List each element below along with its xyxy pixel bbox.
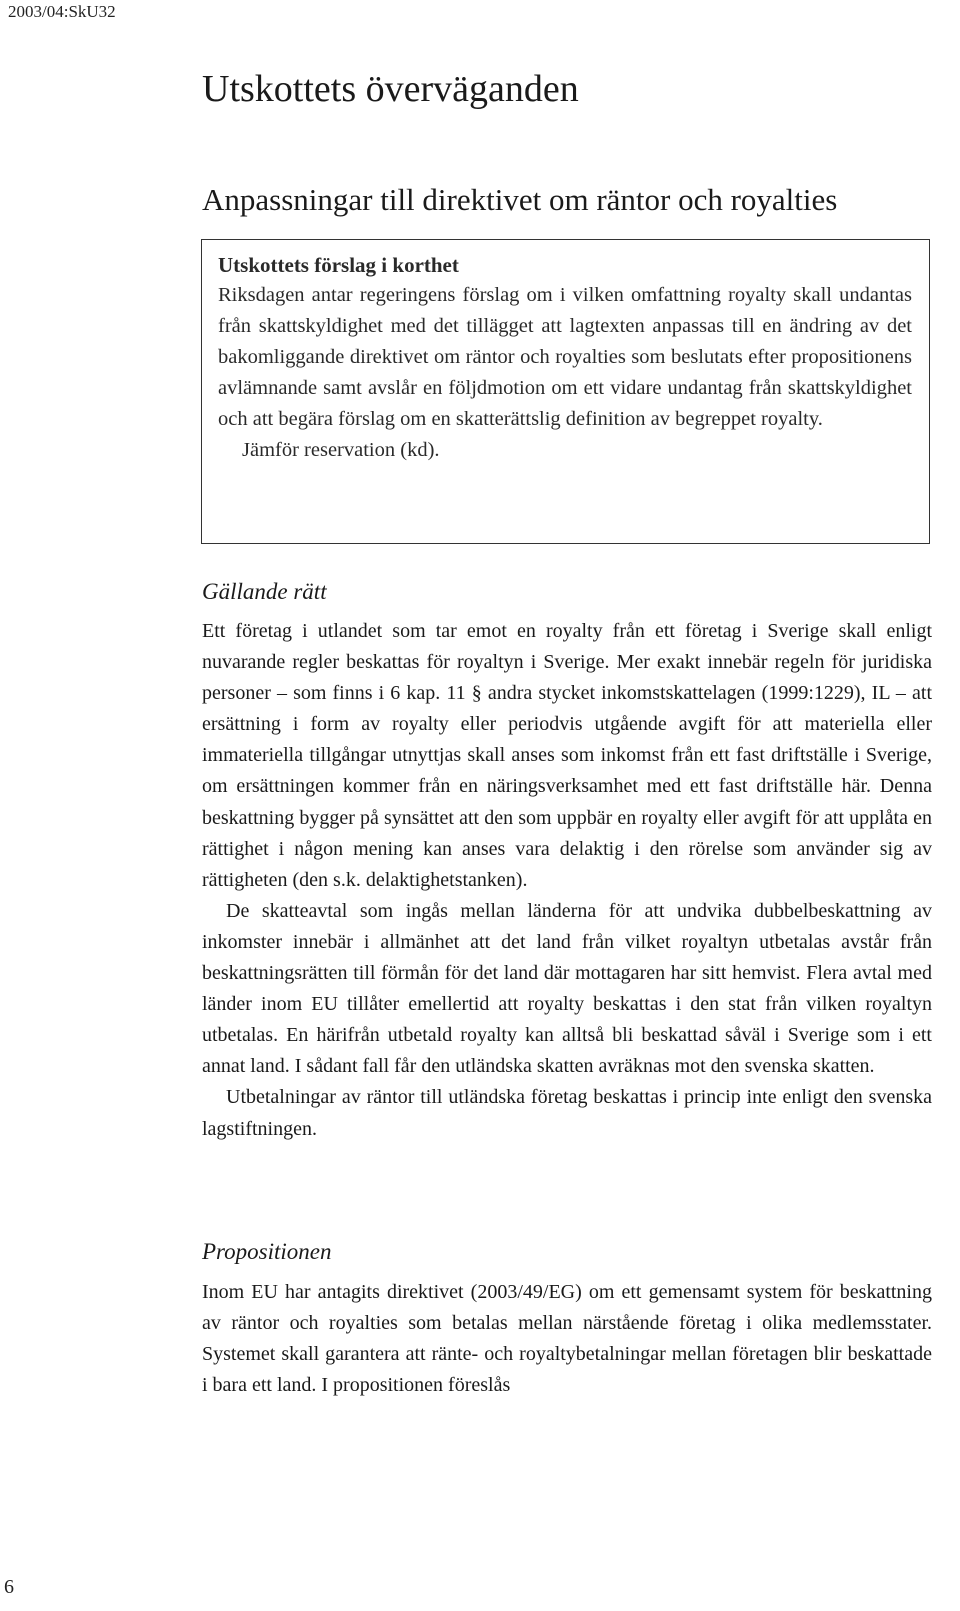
section-gallande-ratt: [202, 616, 932, 1145]
paragraph: Inom EU har antagits direktivet (2003/49/EG) om ett gemensamt system för beskattning av räntor och royalties som betalas mellan närstående företag i olika medlemsstater. Systemet skall garantera att ränte- och royaltybetalningar mellan företagen blir beskattade i bara ett land. I propositionen föreslås: [202, 1281, 932, 1397]
paragraph: Utbetalningar av räntor till utländska företag beskattas i princip inte enligt den svenska lagstiftningen.: [202, 1086, 932, 1140]
summary-box: [201, 239, 930, 544]
page-title: Utskottets överväganden: [202, 68, 579, 110]
summary-title: Utskottets förslag i korthet: [218, 253, 459, 277]
paragraph: De skatteavtal som ingås mellan länderna för att undvika dubbelbeskattning av inkomster innebär i allmänhet att det land från vilket royaltyn utbetalas avstår från beskattningsrätten till förmån för det land där mottagaren har sitt hemvist. Flera avtal med länder inom EU tillåter emellertid att royalty beskattas i den stat från vilken royaltyn utbetalas. En härifrån utbetald royalty kan alltså bli beskattad såväl i Sverige som i ett annat land. I sådant fall får den utländska skatten avräknas mot den svenska skatten.: [202, 899, 932, 1078]
heading-gallande-ratt: Gällande rätt: [202, 579, 327, 604]
section-title: Anpassningar till direktivet om räntor och royalties: [202, 182, 838, 217]
document-reference: 2003/04:SkU32: [8, 2, 116, 21]
page-number: 6: [4, 1576, 14, 1598]
summary-note: Jämför reservation (kd).: [242, 439, 440, 461]
summary-body: Riksdagen antar regeringens förslag om i vilken omfattning royalty skall undantas från skattskyldighet med det tillägget att lagtexten anpassas till en ändring av det bakomliggande direktivet om räntor och royalties som beslutats efter propositionens avlämnande samt avslår en följdmotion om ett vidare undantag från skattskyldighet och att begära förslag om en skatterättslig definition av begreppet royalty.: [218, 284, 912, 430]
paragraph: Ett företag i utlandet som tar emot en royalty från ett företag i Sverige skall enligt nuvarande regler beskattas för royaltyn i Sverige. Mer exakt innebär regeln för juridiska personer – som finns i 6 kap. 11 § andra stycket inkomstskattelagen (1999:1229), IL – att ersättning i form av royalty eller periodvis utgående avgift för att materiella eller immateriella tillgångar utnyttjas skall anses som inkomst från ett fast driftställe i Sverige, om ersättningen kommer från en näringsverksamhet med ett fast driftställe här. Denna beskattning bygger på synsättet att den som uppbär en royalty eller avgift för att upplåta en rättighet i någon mening kan anses vara delaktig i den rörelse som använder sig av rättigheten (den s.k. delaktighetstanken).: [202, 620, 932, 891]
section-propositionen: [202, 1277, 932, 1401]
heading-propositionen: Propositionen: [202, 1239, 332, 1264]
